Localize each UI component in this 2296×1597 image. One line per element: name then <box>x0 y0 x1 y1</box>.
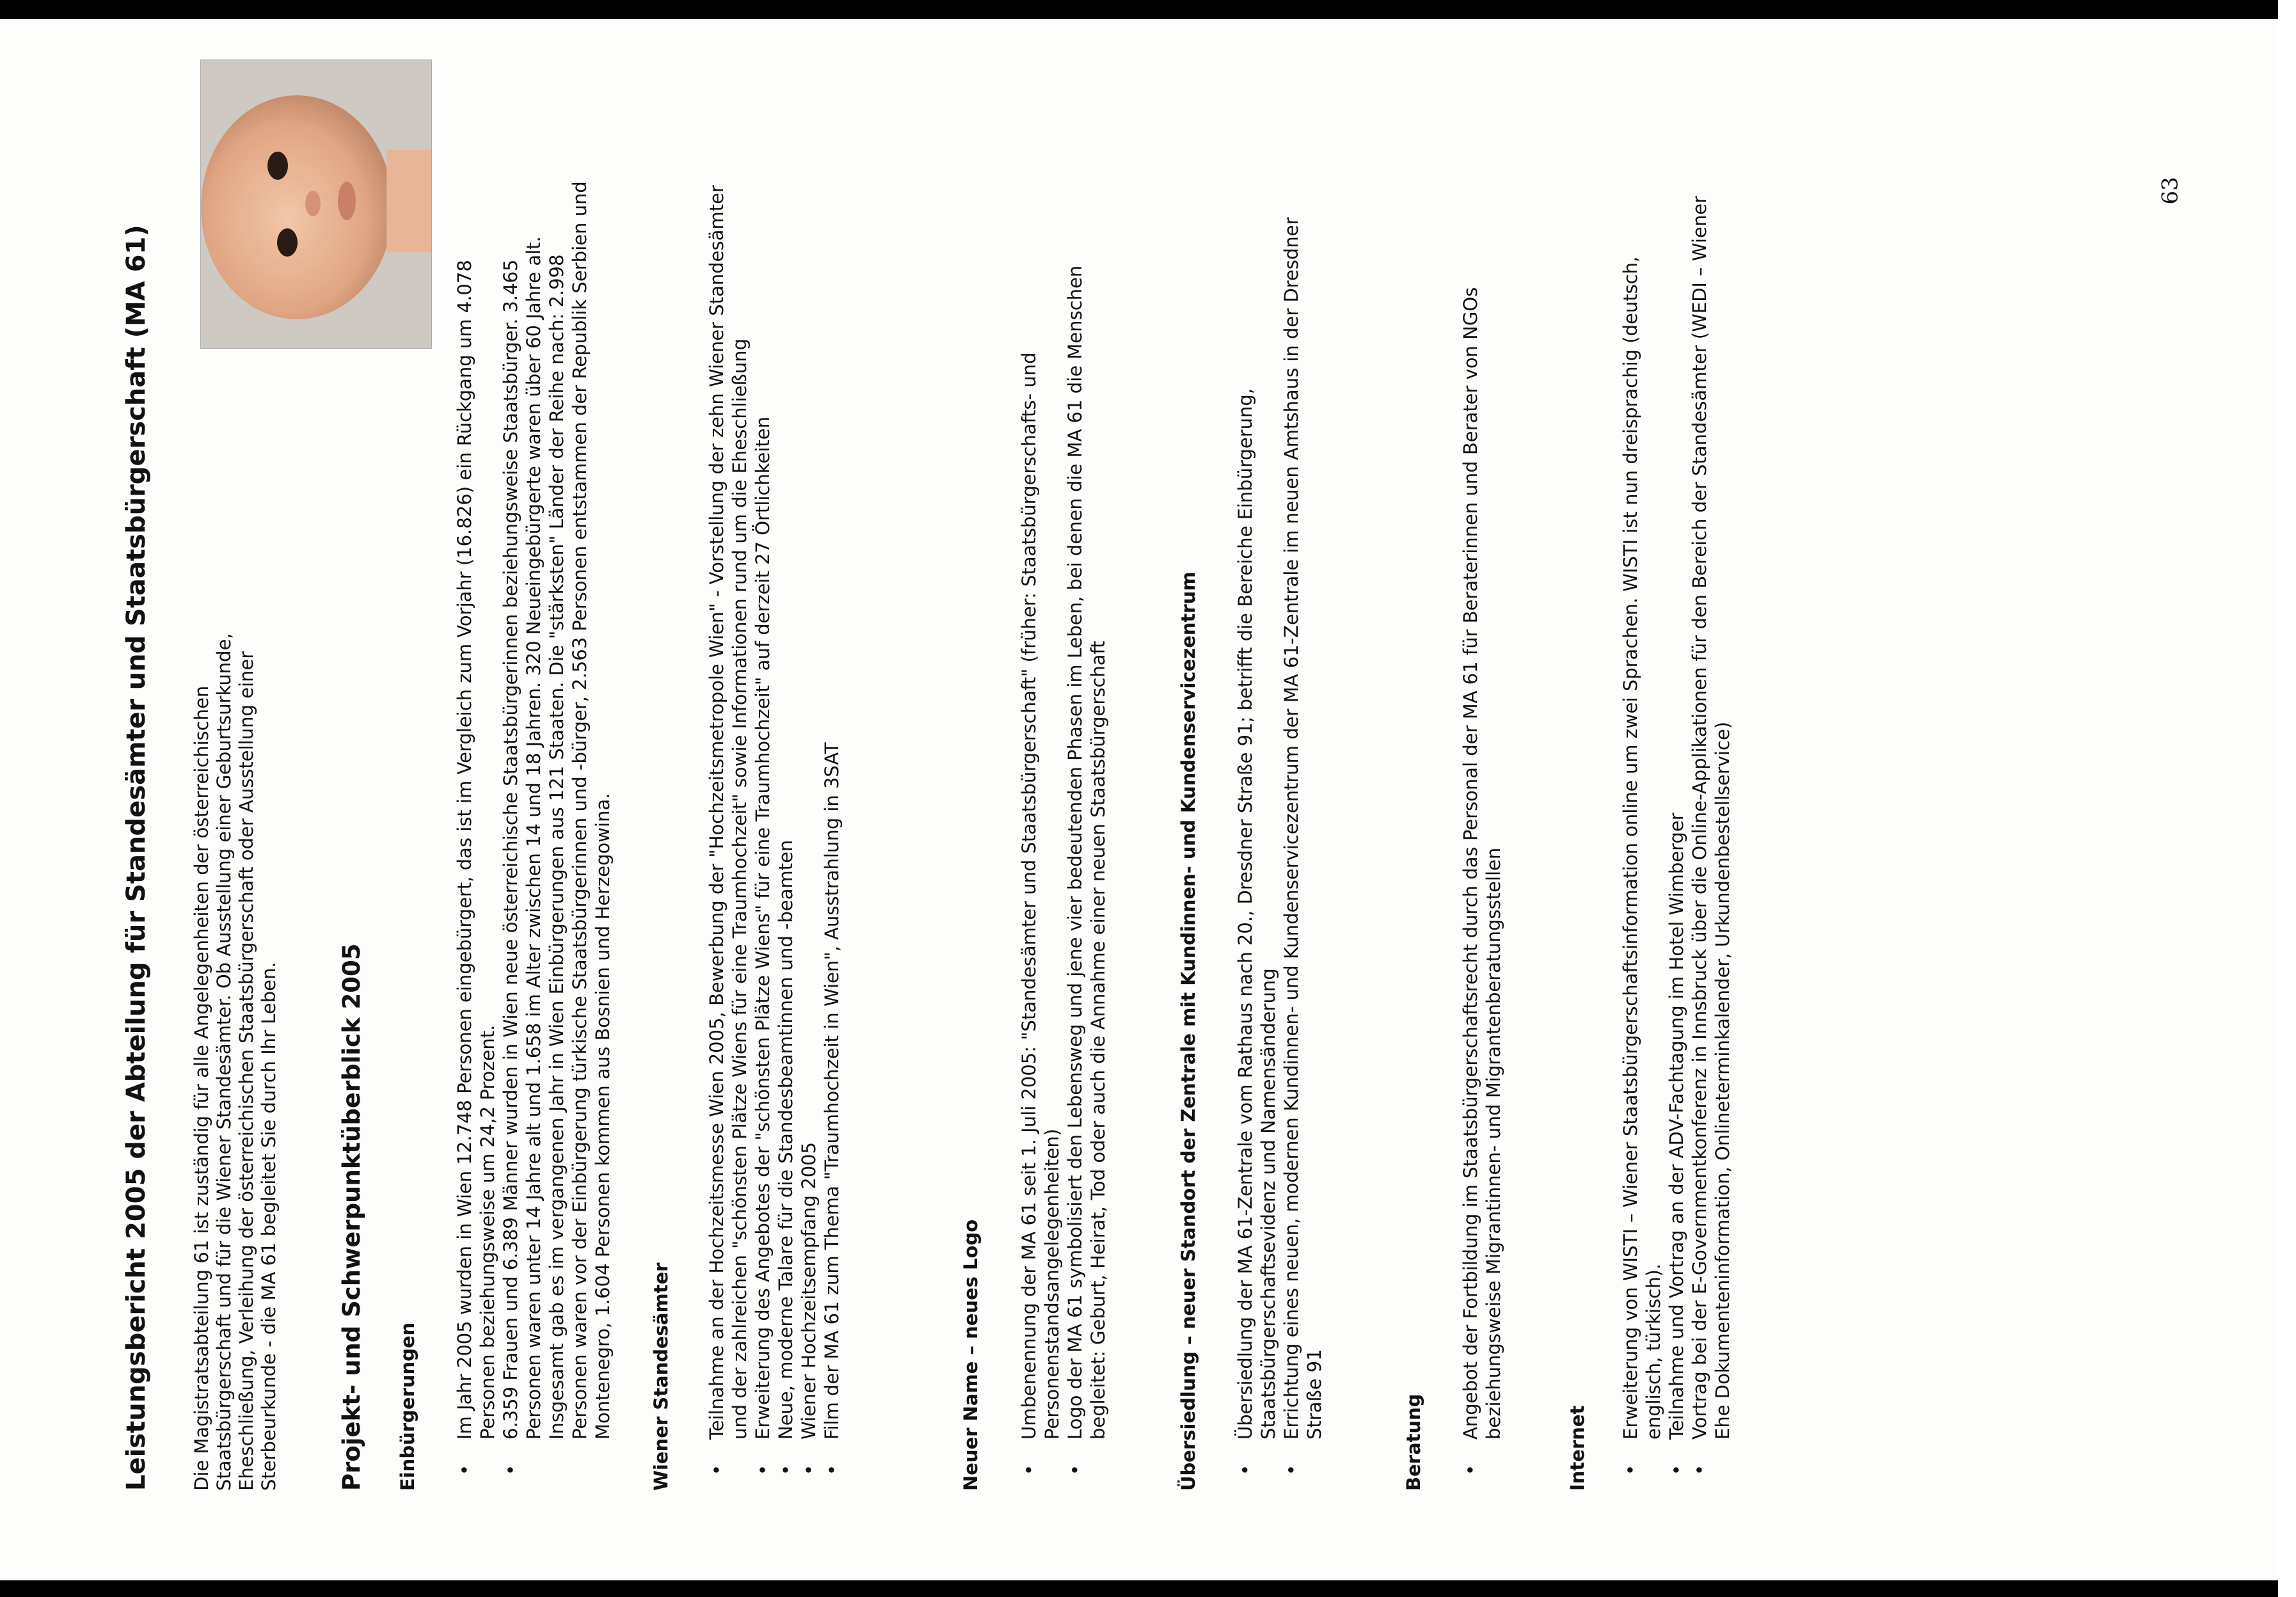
uebersiedlung-list <box>1234 179 1326 1491</box>
section-title-neuer-name: Neuer Name – neues Logo <box>960 1219 982 1491</box>
rotated-content <box>122 83 2041 1491</box>
list-item: • Übersiedlung der MA 61-Zentrale vom Rathaus nach 20., Dresdner Straße 91; betrifft die Bereiche Einbürgerung, Staatsbürgerschaftsevidenz und Namensänderung <box>1234 179 1280 1491</box>
beratung-list <box>1459 179 1505 1491</box>
list-item: • Teilnahme an der Hochzeitsmesse Wien 2005, Bewerbung der "Hochzeitsmetropole Wien" - Vorstellung der zehn Wiener Standesämter und der zahlreichen "schönsten Plätze Wiens für eine Traumhochzeit" sowie Informationen rund um die Eheschließung <box>705 179 751 1491</box>
internet-list <box>1619 179 1734 1491</box>
list-item: • 6.359 Frauen und 6.389 Männer wurden in Wien neue österreichische Staatsbürgerinnen beziehungsweise Staatsbürger. 3.465 Personen waren unter 14 Jahre alt und 1.658 im Alter zwischen 14 und 18 Jahren. 320 Neueingebürgerte waren über 60 Jahre alt. Insgesamt gab es im vergangenen Jahr in Wien Einbürgerungen aus 121 Staaten. Die "stärksten" Länder der Reihe nach: 2.998 Personen waren vor der Einbürgerung türkische Staatsbürgerinnen und -bürger, 2.563 Personen entstammen der Republik Serbien und Montenegro, 1.604 Personen kommen aus Bosnien und Herzegowina. <box>499 179 614 1491</box>
section-title-beratung: Beratung <box>1403 1394 1424 1491</box>
list-item: • Wiener Hochzeitsempfang 2005 <box>797 179 820 1491</box>
list-item: • Vortrag bei der E-Governmentkonferenz in Innsbruck über die Online-Applikationen für den Bereich der Standesämter (WEDI – Wiener Ehe Dokumenteninformation, Onlineterminkalender, Urkundenbestellservice) <box>1688 179 1734 1491</box>
list-item: • Angebot der Fortbildung im Staatsbürgerschaftsrecht durch das Personal der MA 61 für Beraterinnen und Berater von NGOs beziehungsweise Migrantinnen- und Migrantenberatungsstellen <box>1459 179 1505 1491</box>
neuer-name-list <box>1017 179 1110 1491</box>
page-edge <box>2278 0 2296 1597</box>
intro-paragraph: Die Magistratsabteilung 61 ist zuständig für alle Angelegenheiten der österreichischen Staatsbürgerschaft und für die Wiener Standesämter. Ob Ausstellung einer Geburtsurkunde, Eheschließung, Verleihung der österreichischen Staatsbürgerschaft oder Ausstellung einer Sterbeurkunde - die MA 61 begleitet Sie durch Ihr Leben. <box>191 633 280 1491</box>
list-item: • Umbenennung der MA 61 seit 1. Juli 2005: "Standesämter und Staatsbürgerschaft" (früher: Staatsbürgerschafts- und Personenstandsangelegenheiten) <box>1017 179 1064 1491</box>
list-item: • Errichtung eines neuen, modernen Kundinnen- und Kundenservicezentrum der MA 61-Zentrale im neuen Amtshaus in der Dresdner Straße 91 <box>1280 179 1326 1491</box>
list-item: • Teilnahme und Vortrag an der ADV-Fachtagung im Hotel Wimberger <box>1665 179 1688 1491</box>
overview-heading: Projekt- und Schwerpunktüberblick 2005 <box>338 943 365 1491</box>
section-title-standesaemter: Wiener Standesämter <box>650 1262 672 1491</box>
standesaemter-list <box>705 179 843 1491</box>
einbuergerungen-list <box>453 179 614 1491</box>
page-title: Leistungsbericht 2005 der Abteilung für Standesämter und Staatsbürgerschaft (MA 61) <box>122 225 151 1491</box>
list-item: • Erweiterung von WISTI – Wiener Staatsbürgerschaftsinformation online um zwei Sprachen. WISTI ist nun dreisprachig (deutsch, englisch, türkisch). <box>1619 179 1665 1491</box>
list-item: • Im Jahr 2005 wurden in Wien 12.748 Personen eingebürgert, das ist im Vergleich zum Vorjahr (16.826) ein Rückgang um 4.078 Personen beziehungsweise um 24,2 Prozent. <box>453 179 499 1491</box>
list-item: • Erweiterung des Angebotes der "schönsten Plätze Wiens" für eine Traumhochzeit" auf derzeit 27 Örtlichkeiten <box>751 179 774 1491</box>
list-item: • Film der MA 61 zum Thema "Traumhochzeit in Wien", Ausstrahlung in 3SAT <box>820 179 843 1491</box>
list-item: • Logo der MA 61 symbolisiert den Lebensweg und jene vier bedeutenden Phasen im Leben, bei denen die MA 61 die Menschen begleitet: Geburt, Heirat, Tod oder auch die Annahme einer neuen Staatsbürgerschaft <box>1064 179 1110 1491</box>
section-title-einbuergerungen: Einbürgerungen <box>397 1322 419 1491</box>
scanned-page <box>0 19 2278 1580</box>
section-title-uebersiedlung: Übersiedlung – neuer Standort der Zentrale mit Kundinnen- und Kundenservicezentrum <box>1177 571 1199 1491</box>
page-number: 63 <box>2157 177 2183 205</box>
list-item: • Neue, moderne Talare für die Standesbeamtinnen und -beamten <box>774 179 797 1491</box>
section-title-internet: Internet <box>1567 1405 1588 1491</box>
baby-photo <box>200 60 432 349</box>
